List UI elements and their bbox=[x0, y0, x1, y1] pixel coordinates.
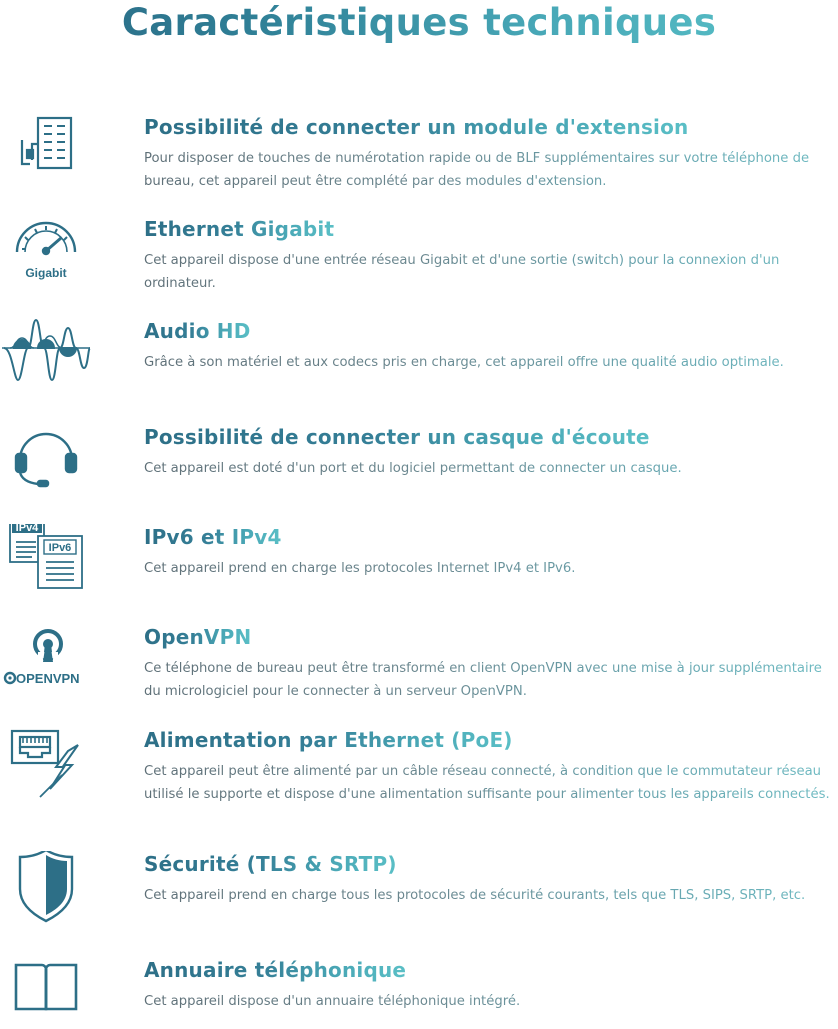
gigabit-icon bbox=[0, 216, 96, 288]
shield-icon bbox=[0, 851, 96, 923]
ip-documents-icon bbox=[0, 524, 96, 596]
feature-description: Cet appareil prend en charge tous les protocoles de sécurité courants, tels que TLS, SIPS, SRTP, etc. bbox=[144, 885, 838, 908]
ipv4-label: IPv4 bbox=[15, 524, 39, 534]
feature-description: Cet appareil dispose d'un annuaire téléphonique intégré. bbox=[144, 991, 838, 1014]
feature-title: Annuaire téléphonique bbox=[144, 958, 407, 982]
page-title: Caractéristiques techniques bbox=[0, 0, 838, 46]
feature-title: Sécurité (TLS & SRTP) bbox=[144, 852, 397, 876]
feature-title: OpenVPN bbox=[144, 625, 252, 649]
feature-description: Cet appareil prend en charge les protocoles Internet IPv4 et IPv6. bbox=[144, 558, 838, 581]
feature-description: Grâce à son matériel et aux codecs pris en charge, cet appareil offre une qualité audio optimale. bbox=[144, 352, 838, 375]
openvpn-logo-icon bbox=[0, 624, 96, 696]
audio-wave-icon bbox=[0, 318, 96, 390]
gigabit-icon-label: Gigabit bbox=[25, 266, 67, 280]
book-icon bbox=[0, 957, 96, 1029]
feature-title: Audio HD bbox=[144, 319, 251, 343]
poe-icon bbox=[0, 727, 96, 799]
feature-description: Ce téléphone de bureau peut être transformé en client OpenVPN avec une mise à jour supplémentaire du micrologiciel pour le connecter à un serveur OpenVPN. bbox=[144, 658, 838, 703]
feature-description: Pour disposer de touches de numérotation rapide ou de BLF supplémentaires sur votre téléphone de bureau, cet appareil peut être complété par des modules d'extension. bbox=[144, 148, 838, 193]
feature-title: Possibilité de connecter un module d'extension bbox=[144, 115, 689, 139]
feature-title: IPv6 et IPv4 bbox=[144, 525, 282, 549]
feature-description: Cet appareil dispose d'une entrée réseau Gigabit et d'une sortie (switch) pour la connexion d'un ordinateur. bbox=[144, 250, 838, 295]
headset-icon bbox=[0, 424, 96, 496]
feature-description: Cet appareil est doté d'un port et du logiciel permettant de connecter un casque. bbox=[144, 458, 838, 481]
feature-title: Alimentation par Ethernet (PoE) bbox=[144, 728, 513, 752]
feature-title: Ethernet Gigabit bbox=[144, 217, 335, 241]
ipv6-label: IPv6 bbox=[48, 542, 72, 554]
expansion-module-icon bbox=[0, 114, 96, 186]
openvpn-logo-text: OPENVPN bbox=[16, 671, 80, 686]
feature-title: Possibilité de connecter un casque d'écoute bbox=[144, 425, 650, 449]
feature-description: Cet appareil peut être alimenté par un câble réseau connecté, à condition que le commutateur réseau utilisé le supporte et dispose d'une alimentation suffisante pour alimenter tous les appareils connectés. bbox=[144, 761, 838, 806]
